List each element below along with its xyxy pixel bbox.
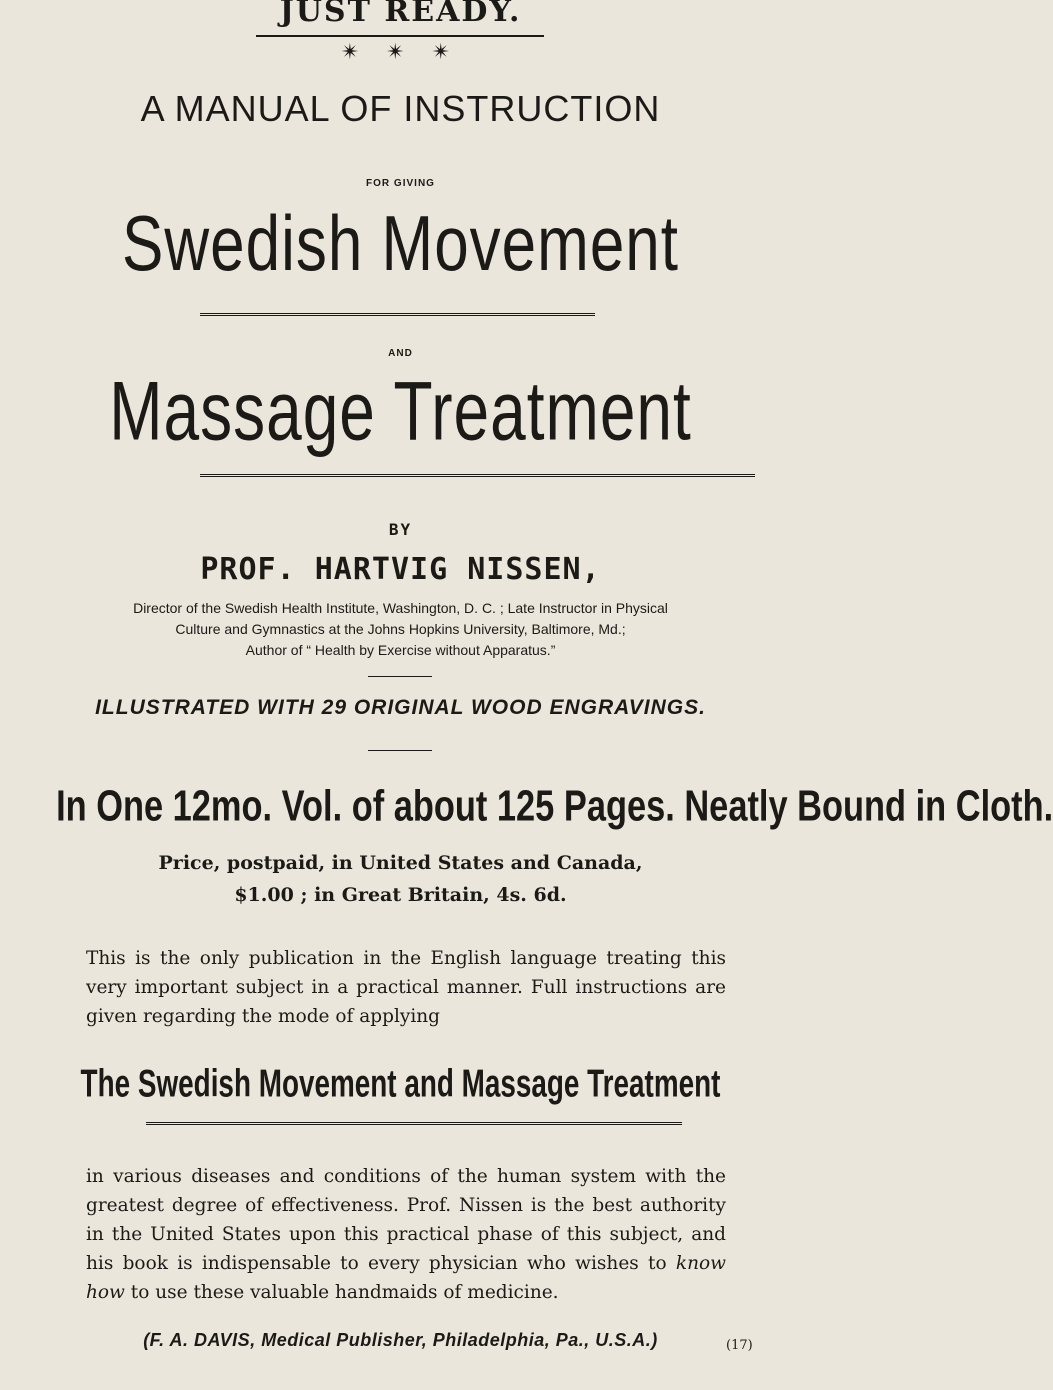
and-label: AND: [388, 348, 413, 359]
illustrated-note: ILLUSTRATED WITH 29 ORIGINAL WOOD ENGRAVINGS.: [95, 696, 706, 719]
massage-treatment-title: Massage Treatment: [109, 364, 692, 458]
subject-underline: [146, 1122, 682, 1125]
description-paragraph: This is the only publication in the English language treating this very important subject in a practical manner. Full instructions are given regarding the mode of applying: [86, 948, 726, 1027]
page-number: (17): [726, 1338, 753, 1353]
swedish-underline: [200, 313, 595, 316]
massage-underline: [200, 474, 755, 477]
by-label: BY: [388, 520, 413, 539]
ornament-stars: ✴ ✴ ✴: [340, 40, 461, 65]
paragraph-text: in various diseases and conditions of the human system with the greatest degree of effectiveness. Prof. Nissen is the best authority in the United States upon this practical phase of this subject, and his book is indispensable to every physician who wishes to: [86, 1166, 726, 1274]
description-paragraph: [86, 1162, 726, 1307]
manual-title: A MANUAL OF INSTRUCTION: [140, 88, 661, 129]
author-name: PROF. HARTVIG NISSEN,: [200, 552, 601, 587]
swedish-movement-title: Swedish Movement: [121, 201, 680, 288]
author-credit-line: Author of “ Health by Exercise without Apparatus.”: [245, 642, 556, 658]
just-ready-heading: JUST READY.: [279, 0, 522, 29]
author-credit-line: Culture and Gymnastics at the Johns Hopkins University, Baltimore, Md.;: [175, 621, 626, 637]
divider: [368, 676, 432, 677]
divider: [368, 750, 432, 751]
for-giving-label: FOR GIVING: [366, 178, 435, 189]
volume-description: In One 12mo. Vol. of about 125 Pages. Neatly Bound in Cloth.: [56, 782, 1053, 831]
emphasis-text: know how: [86, 1253, 726, 1303]
author-credit-line: Director of the Swedish Health Institute, Washington, D. C. ; Late Instructor in Physical: [133, 600, 668, 616]
paragraph-text: to use these valuable handmaids of medicine.: [124, 1282, 559, 1303]
top-rule: [256, 35, 544, 37]
publisher-line: (F. A. DAVIS, Medical Publisher, Philadelphia, Pa., U.S.A.): [143, 1330, 658, 1350]
subject-heading: The Swedish Movement and Massage Treatment: [80, 1062, 721, 1106]
price-line: $1.00 ; in Great Britain, 4s. 6d.: [234, 884, 567, 906]
price-line: Price, postpaid, in United States and Canada,: [158, 852, 643, 874]
